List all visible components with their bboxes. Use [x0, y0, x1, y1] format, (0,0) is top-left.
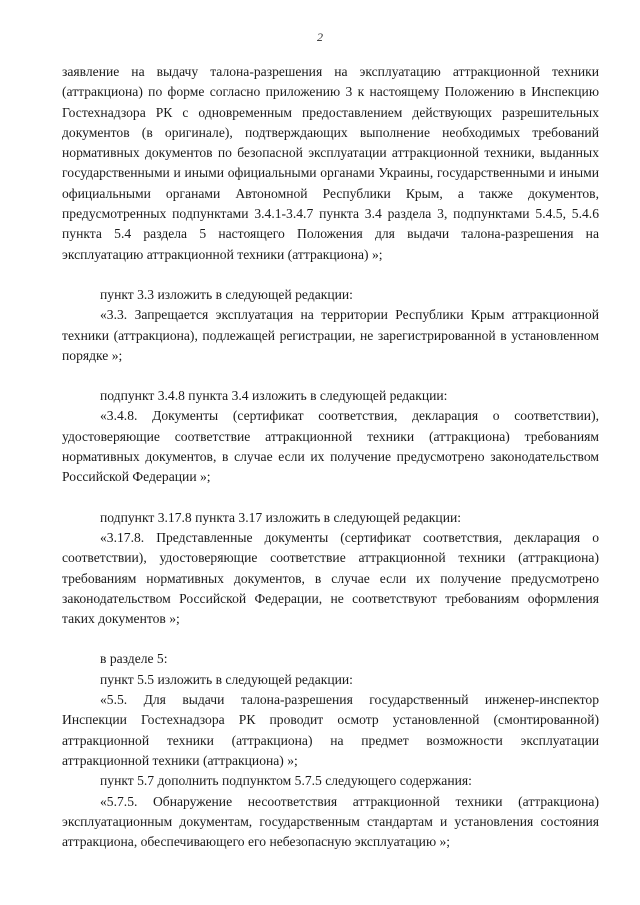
paragraph-clause-3-3-intro: пункт 3.3 изложить в следующей редакции: — [100, 286, 353, 302]
paragraph-clause-5-7-5-text: «5.7.5. Обнаружение несоответствия аттракционной техники (аттракциона) эксплуатационным документам, государственным стандартам и установления состояния аттракциона, обеспечивающего его небезопасную эксплуатацию »; — [62, 793, 599, 850]
paragraph-clause-5-5-intro: пункт 5.5 изложить в следующей редакции: — [100, 671, 353, 687]
paragraph-gap — [62, 265, 599, 285]
paragraph-clause-3-3-text: «3.3. Запрещается эксплуатация на территории Республики Крым аттракционной техники (аттракциона), подлежащей регистрации, не зарегистрированной в установленном порядке »; — [62, 307, 599, 363]
document-body — [62, 62, 599, 852]
page-number: 2 — [317, 30, 323, 44]
paragraph-gap — [62, 629, 599, 649]
paragraph-clause-3-17-8-intro: подпункт 3.17.8 пункта 3.17 изложить в следующей редакции: — [100, 509, 462, 525]
paragraph-gap — [62, 488, 599, 508]
paragraph-clause-5-5-text: «5.5. Для выдачи талона-разрешения государственный инженер-инспектор Инспекции Гостехнадзора РК проводит осмотр установленной (смонтированной) аттракционной техники (аттракциона) на предмет возможности эксплуатации аттракционной техники (аттракциона) »; — [62, 692, 599, 768]
paragraph-clause-3-17-8-text: «3.17.8. Представленные документы (сертификат соответствия, декларация о соответствии), удостоверяющие соответствие аттракционной техники (аттракциона) требованиям нормативных документов, в случае если их получение предусмотрено законодательством Российской Федерации, не соответствуют требованиям оформления таких документов »; — [62, 529, 599, 627]
paragraph-gap — [62, 366, 599, 386]
paragraph-application-statement: заявление на выдачу талона-разрешения на эксплуатацию аттракционной техники (аттракциона) по форме согласно приложению 3 к настоящему Положению в Инспекцию Гостехнадзора РК с одновременным предоставлением действующих разрешительных документов (в оригинале), подтверждающих выполнение необходимых требований нормативных документов по безопасной эксплуатации аттракционной техники, выданных государственными и иными официальными органами Украины, государственными и иными официальными органами Автономной Республики Крым, а также документов, предусмотренных подпунктами 3.4.1-3.4.7 пункта 3.4 раздела 3, подпунктами 5.4.5, 5.4.6 пункта 5.4 раздела 5 настоящего Положения для выдачи талона-разрешения на эксплуатацию аттракционной техники (аттракциона) »; — [62, 64, 599, 262]
paragraph-clause-3-4-8-intro: подпункт 3.4.8 пункта 3.4 изложить в следующей редакции: — [100, 388, 448, 404]
paragraph-clause-3-4-8-text: «3.4.8. Документы (сертификат соответствия, декларация о соответствии), удостоверяющие соответствие аттракционной техники (аттракциона) требованиям нормативных документов, в случае если их получение предусмотрено законодательством Российской Федерации »; — [62, 408, 599, 485]
paragraph-section-5-intro: в разделе 5: — [100, 651, 168, 667]
paragraph-clause-5-7-intro: пункт 5.7 дополнить подпунктом 5.7.5 следующего содержания: — [100, 773, 472, 789]
